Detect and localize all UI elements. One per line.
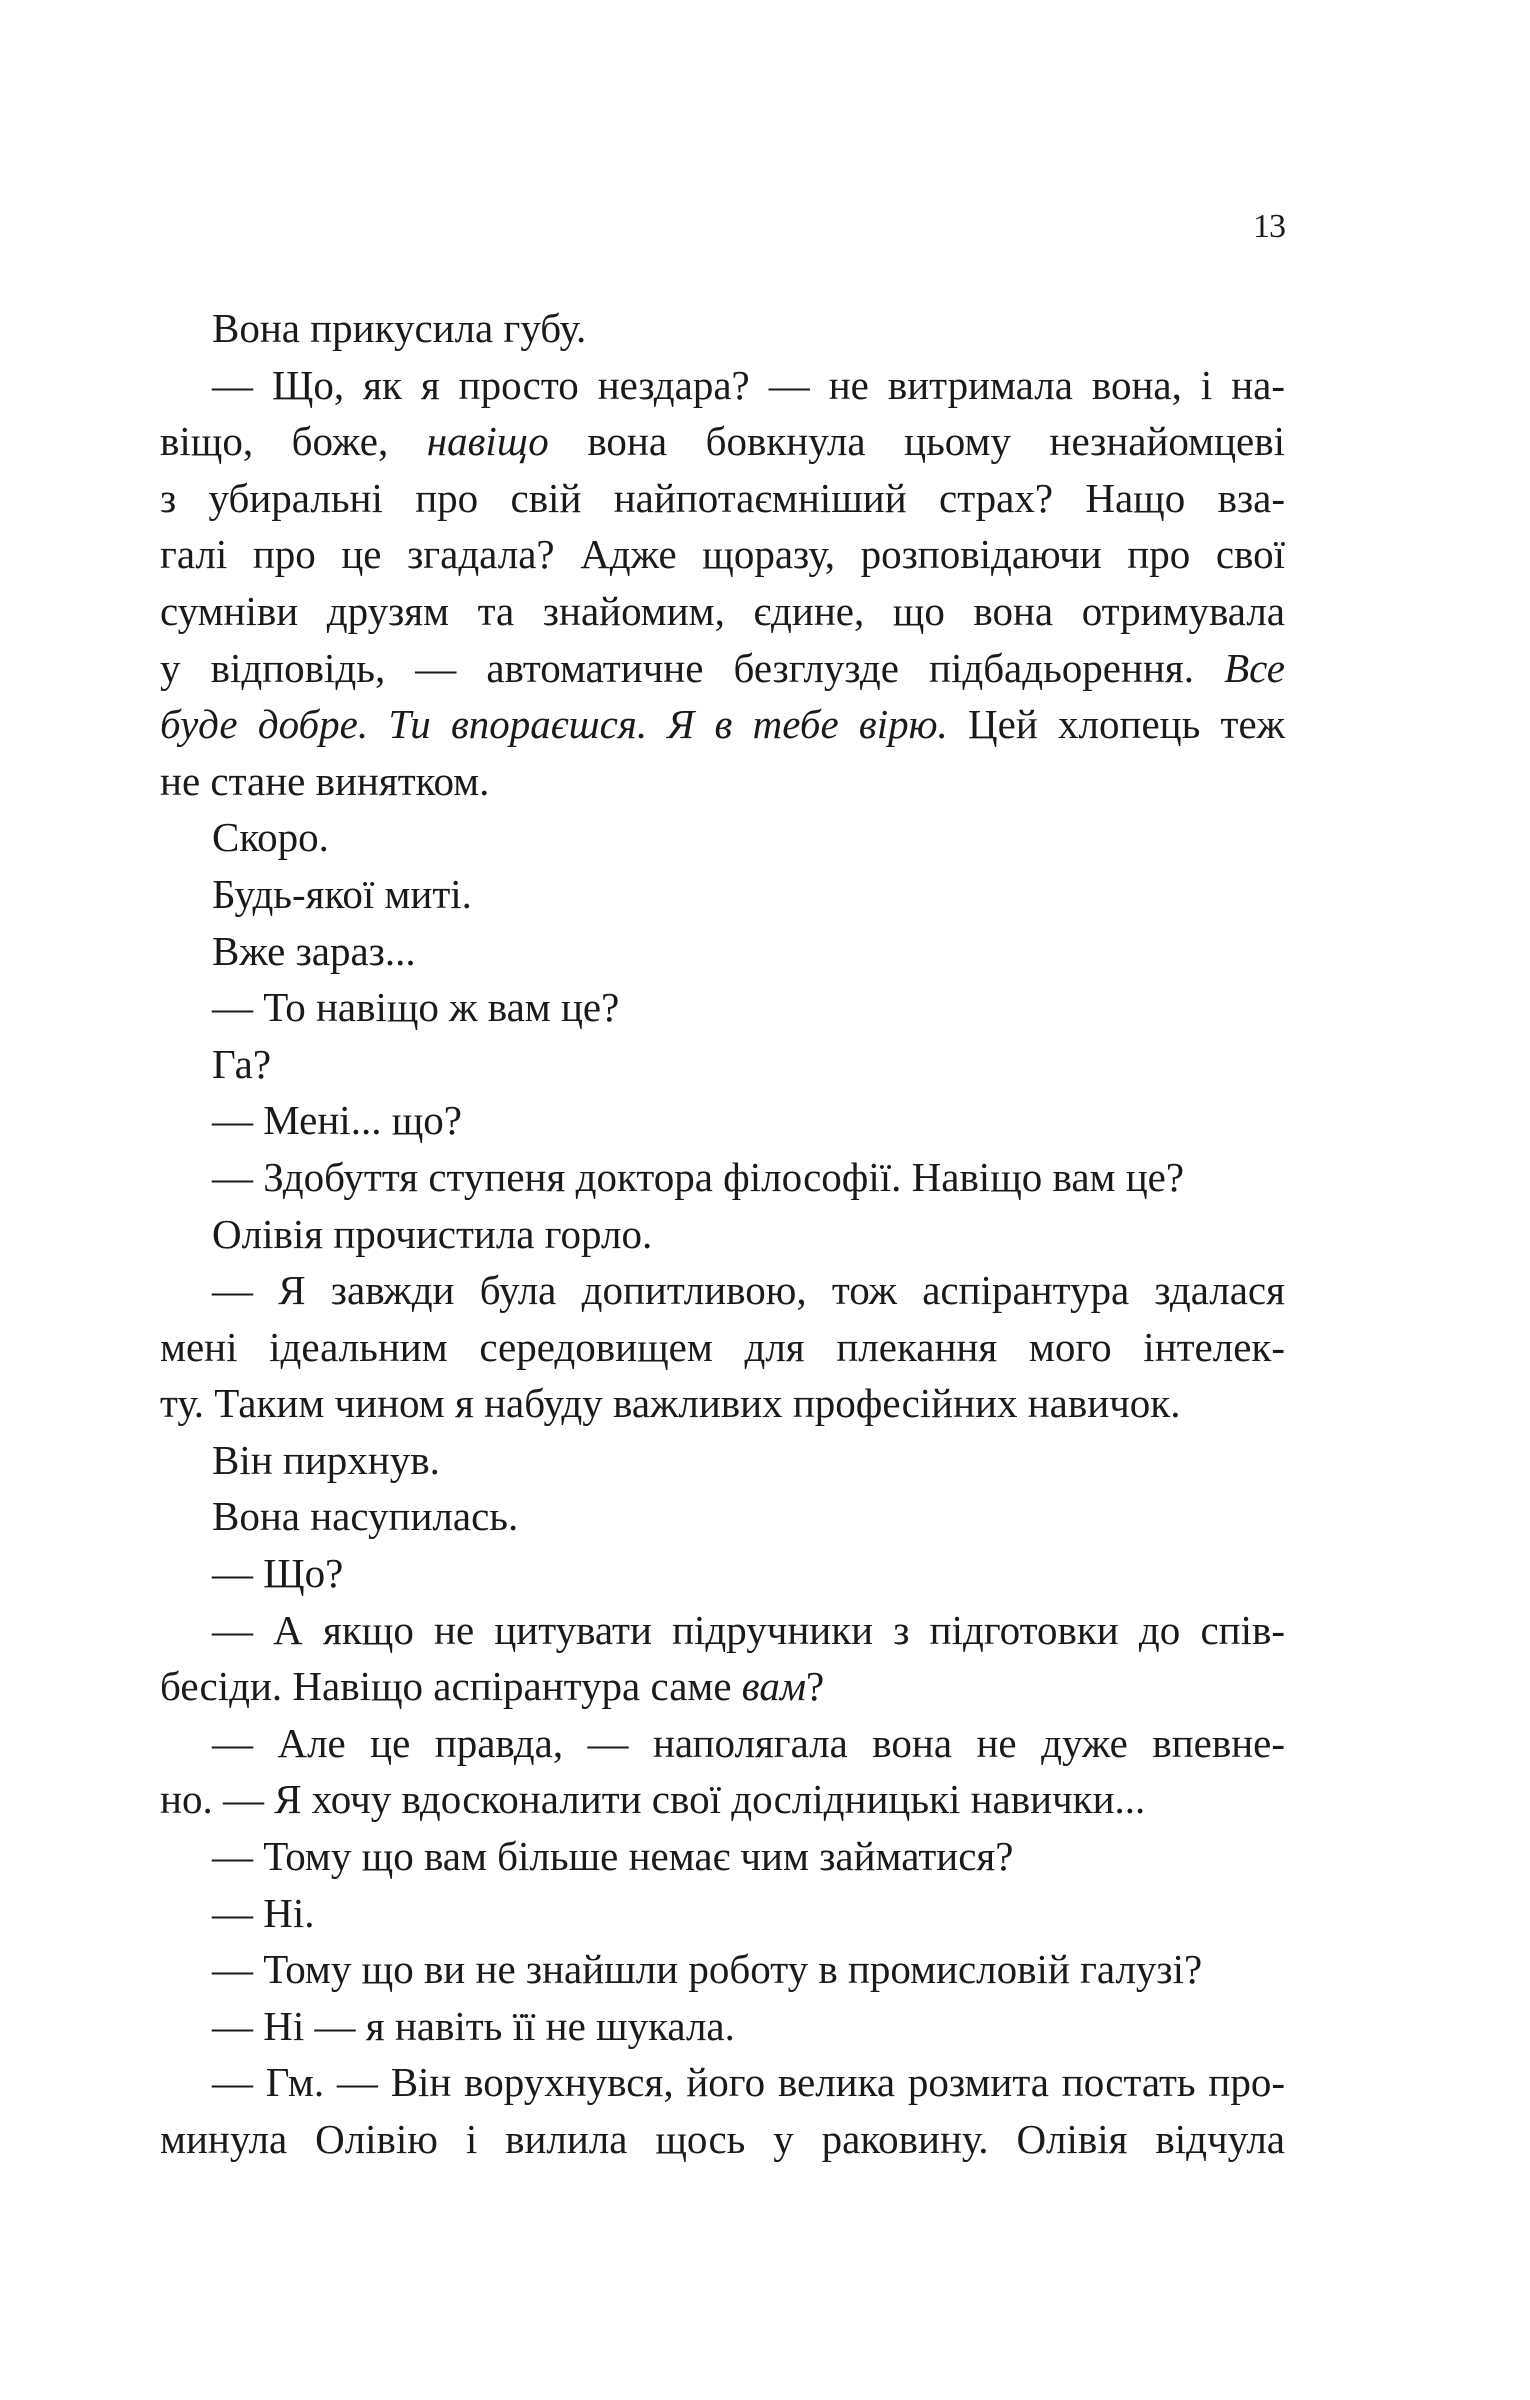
text-segment: — Гм. — Він ворухнувся, його велика розмита постать про-: [212, 2059, 1285, 2106]
text-segment: — Ні — я навіть її не шукала.: [212, 2002, 735, 2049]
text-line: [160, 809, 1285, 866]
text-line: [160, 1658, 1285, 1715]
italic-text: навіщо: [426, 418, 549, 465]
text-segment: Цей хлопець теж: [947, 701, 1285, 748]
text-segment: — Що, як я просто нездара? — не витримала вона, і на-: [212, 361, 1285, 408]
text-line: [160, 979, 1285, 1036]
text-segment: ту. Таким чином я набуду важливих професійних навичок.: [160, 1380, 1181, 1427]
text-segment: — Тому що ви не знайшли роботу в промисловій галузі?: [212, 1946, 1203, 1993]
text-segment: бесіди. Навіщо аспірантура саме: [160, 1663, 742, 1710]
text-segment: — Тому що вам більше немає чим займатися?: [212, 1833, 1014, 1880]
text-segment: Скоро.: [212, 814, 329, 861]
text-line: [160, 413, 1285, 470]
text-line: [160, 583, 1285, 640]
text-segment: — Я завжди була допитливою, тож аспірантура здалася: [212, 1267, 1285, 1314]
text-line: [160, 2054, 1285, 2111]
text-segment: — Здобуття ступеня доктора філософії. Навіщо вам це?: [212, 1153, 1185, 1200]
text-line: [160, 1998, 1285, 2055]
text-line: [160, 923, 1285, 980]
italic-text: Все: [1224, 644, 1285, 691]
text-line: [160, 1545, 1285, 1602]
text-segment: Олівія прочистила горло.: [212, 1210, 653, 1257]
text-segment: мені ідеальним середовищем для плекання мого інтелек-: [160, 1323, 1285, 1370]
text-segment: — Мені... що?: [212, 1097, 462, 1144]
text-line: [160, 1262, 1285, 1319]
text-segment: минула Олівію і вилила щось у раковину. Олівія відчула: [160, 2116, 1285, 2162]
text-line: [160, 1036, 1285, 1093]
text-line: [160, 753, 1285, 810]
text-line: [160, 1375, 1285, 1432]
text-line: [160, 1488, 1285, 1545]
text-line: [160, 1771, 1285, 1828]
text-segment: віщо, боже,: [160, 418, 427, 465]
italic-text: вам: [741, 1663, 806, 1710]
text-segment: у відповідь, — автоматичне безглузде підбадьорення.: [160, 644, 1225, 691]
text-segment: Вже зараз...: [212, 927, 416, 974]
text-line: [160, 470, 1285, 527]
text-line: [160, 1149, 1285, 1206]
text-line: [160, 1319, 1285, 1376]
text-segment: — А якщо не цитувати підручники з підготовки до спів-: [212, 1606, 1285, 1653]
text-segment: Га?: [212, 1040, 272, 1087]
text-line: [160, 1092, 1285, 1149]
text-segment: — То навіщо ж вам це?: [212, 984, 620, 1031]
text-line: [160, 1885, 1285, 1942]
text-segment: — Ні.: [212, 1889, 315, 1936]
italic-text: буде добре. Ти впораєшся. Я в тебе вірю.: [160, 701, 948, 748]
text-line: [160, 2111, 1285, 2168]
text-segment: галі про це згадала? Адже щоразу, розповідаючи про свої: [160, 531, 1285, 578]
text-line: [160, 866, 1285, 923]
text-line: [160, 696, 1285, 753]
text-segment: вона бовкнула цьому незнайомцеві: [548, 418, 1285, 465]
text-line: [160, 1206, 1285, 1263]
text-segment: не стане винятком.: [160, 757, 490, 804]
text-segment: Будь-якої миті.: [212, 870, 472, 917]
text-segment: Він пирхнув.: [212, 1436, 440, 1483]
text-line: [160, 526, 1285, 583]
page-number: 13: [1253, 208, 1285, 245]
text-segment: Вона насупилась.: [212, 1493, 519, 1540]
text-segment: сумніви друзям та знайомим, єдине, що вона отримувала: [160, 587, 1285, 634]
text-line: [160, 1941, 1285, 1998]
text-segment: з убиральні про свій найпотаємніший страх? Нащо вза-: [160, 474, 1285, 521]
text-line: [160, 640, 1285, 697]
text-segment: но. — Я хочу вдосконалити свої дослідницькі навички...: [160, 1776, 1146, 1823]
text-segment: Вона прикусила губу.: [212, 305, 587, 351]
text-segment: — Але це правда, — наполягала вона не дуже впевне-: [212, 1719, 1285, 1766]
text-segment: ?: [805, 1663, 825, 1710]
body-text: [160, 300, 1285, 2168]
text-line: [160, 1828, 1285, 1885]
text-line: [160, 1432, 1285, 1489]
text-segment: — Що?: [212, 1550, 344, 1597]
text-line: [160, 1602, 1285, 1659]
text-line: [160, 300, 1285, 357]
text-line: [160, 1715, 1285, 1772]
text-line: [160, 357, 1285, 414]
